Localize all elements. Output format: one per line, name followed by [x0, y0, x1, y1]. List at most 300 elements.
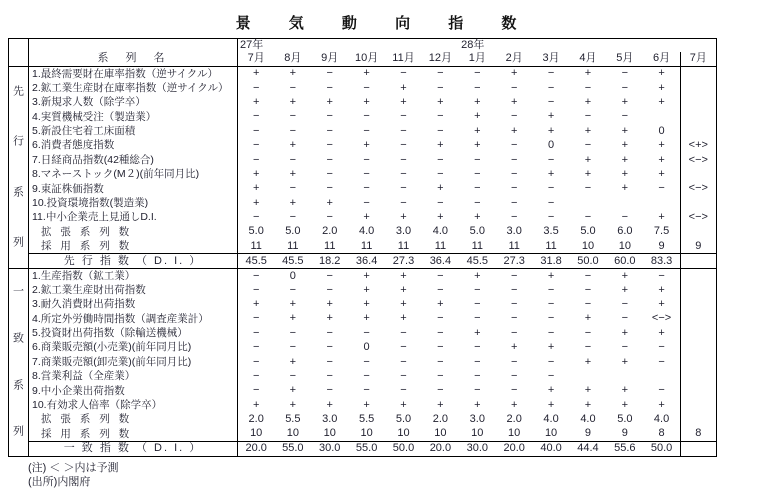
index-value-cell: 20.0 — [238, 441, 275, 456]
value-cell: − — [252, 269, 260, 282]
value-cell: − — [621, 81, 629, 94]
value-cell: 10 — [618, 239, 631, 252]
section-side-char: 先 — [13, 85, 24, 98]
index-value-cell: 27.3 — [496, 254, 533, 269]
value-cell: − — [252, 139, 260, 152]
series-name-cell: 7.日経商品指数(42種総合) — [29, 153, 238, 167]
series-name-cell: 拡 張 系 列 数 — [29, 412, 238, 426]
value-cell: − — [326, 110, 333, 123]
value-cell: + — [289, 139, 297, 152]
value-cell: − — [437, 67, 444, 80]
value-cell: − — [400, 341, 407, 354]
value-cell: − — [547, 153, 555, 166]
section-side-char: 致 — [13, 332, 24, 345]
forecast-cell: <+> — [688, 139, 708, 152]
value-cell: − — [363, 384, 370, 397]
value-cell: 11 — [287, 239, 299, 252]
section-side-char: 一 — [13, 285, 24, 298]
forecast-cell — [680, 369, 716, 383]
value-cell: − — [584, 211, 592, 224]
value-cell: 9 — [584, 427, 592, 440]
index-forecast-cell — [680, 254, 716, 269]
value-cell: − — [326, 326, 333, 339]
forecast-cell: <−> — [688, 153, 708, 166]
series-name-cell: 1.最終需要財在庫率指数（逆サイクル） — [29, 67, 238, 81]
value-cell: − — [437, 355, 444, 368]
value-cell: 2.0 — [506, 413, 522, 426]
forecast-cell — [680, 81, 716, 95]
value-cell: − — [510, 139, 518, 152]
value-cell: − — [400, 384, 407, 397]
value-cell: + — [643, 210, 680, 224]
series-row — [9, 153, 717, 167]
value-cell: + — [584, 167, 592, 180]
value-cell: + — [643, 167, 680, 181]
value-cell: 2.0 — [432, 413, 449, 426]
value-cell: − — [474, 196, 481, 209]
value-cell: + — [584, 95, 592, 108]
value-cell: + — [547, 269, 555, 282]
series-name-cell: 4.所定外労働時間指数（調査産業計） — [29, 312, 238, 326]
index-row-label: 一 致 指 数 （ D. I. ） — [29, 441, 238, 456]
value-cell — [643, 369, 680, 383]
forecast-cell: <−> — [688, 211, 708, 224]
value-cell: + — [643, 81, 680, 95]
index-value-cell: 45.5 — [459, 254, 496, 269]
value-cell: − — [437, 370, 444, 382]
value-cell: − — [621, 211, 629, 224]
index-value-cell: 36.4 — [422, 254, 459, 269]
value-cell: 10 — [397, 427, 410, 440]
value-cell: 11 — [508, 239, 520, 252]
value-cell: + — [474, 269, 481, 282]
forecast-cell — [680, 283, 716, 297]
index-value-cell: 31.8 — [533, 254, 570, 269]
value-cell: + — [621, 124, 629, 137]
value-cell: + — [363, 312, 370, 325]
value-cell: − — [326, 139, 333, 152]
value-cell: − — [326, 355, 333, 368]
series-row — [9, 312, 717, 326]
index-value-cell: 50.0 — [570, 254, 607, 269]
series-name-cell: 採 用 系 列 数 — [29, 427, 238, 441]
value-cell: 5.0 — [580, 225, 596, 238]
series-row — [9, 398, 717, 412]
value-cell: 5.0 — [617, 413, 633, 426]
value-cell: + — [400, 298, 407, 311]
value-cell: 10 — [250, 427, 263, 440]
series-row — [9, 269, 717, 283]
value-cell: + — [437, 182, 444, 195]
value-cell: + — [474, 124, 481, 137]
value-cell: + — [547, 384, 555, 397]
value-cell: + — [510, 67, 518, 80]
series-row — [9, 355, 717, 369]
value-cell: − — [289, 326, 297, 339]
value-cell: − — [643, 384, 680, 398]
value-cell: − — [363, 81, 370, 94]
value-cell: − — [326, 67, 333, 80]
series-name-cell: 拡 張 系 列 数 — [29, 225, 238, 239]
section-side-char: 系 — [13, 186, 24, 199]
value-cell: − — [289, 211, 297, 224]
value-cell: − — [326, 167, 333, 180]
value-cell: − — [510, 110, 518, 123]
value-cell: + — [400, 211, 407, 224]
year-28-label: 28年 — [461, 39, 485, 51]
value-cell: + — [400, 95, 407, 108]
note-line-forecast: (注) ＜ ＞内は予測 — [28, 461, 119, 474]
value-cell: + — [547, 110, 555, 123]
value-cell: − — [510, 283, 518, 296]
index-value-cell: 55.0 — [274, 441, 311, 456]
value-cell: 0 — [289, 269, 296, 282]
value-cell: + — [363, 283, 370, 296]
series-name-cell: 8.営業利益（全産業） — [29, 369, 238, 383]
index-value-cell: 20.0 — [496, 441, 533, 456]
section-side-char: 系 — [13, 379, 24, 392]
value-cell: + — [252, 298, 260, 311]
value-cell: − — [474, 81, 481, 94]
value-cell: + — [289, 384, 297, 397]
index-value-cell: 50.0 — [643, 441, 680, 456]
value-cell: 10 — [286, 427, 299, 440]
value-cell: + — [584, 355, 592, 368]
value-cell: 10 — [471, 427, 484, 440]
series-row — [9, 239, 717, 253]
value-cell: + — [643, 326, 680, 340]
value-cell: − — [474, 370, 481, 382]
value-cell: − — [621, 312, 629, 325]
series-name-cell: 6.消費者態度指数 — [29, 138, 238, 152]
section-label-header — [9, 39, 29, 67]
value-cell: + — [363, 211, 370, 224]
value-cell: − — [437, 269, 444, 282]
value-cell: − — [326, 283, 333, 296]
value-cell: + — [621, 326, 629, 339]
value-cell: − — [289, 153, 297, 166]
index-row-label: 先 行 指 数 （ D. I. ） — [29, 254, 238, 269]
value-cell: + — [252, 196, 260, 209]
note-line-source: (出所)内閣府 — [28, 475, 91, 488]
value-cell: + — [400, 269, 407, 282]
series-name-cell: 1.生産指数（鉱工業） — [29, 269, 238, 283]
value-cell: − — [326, 211, 333, 224]
series-row — [9, 67, 717, 81]
value-cell: + — [474, 110, 481, 123]
value-cell: − — [547, 81, 555, 94]
value-cell: + — [289, 167, 297, 180]
value-cell: − — [547, 196, 555, 209]
value-cell — [606, 369, 643, 383]
value-cell: − — [400, 167, 407, 180]
forecast-cell — [680, 312, 716, 326]
value-cell: 3.0 — [395, 225, 412, 238]
value-cell: + — [643, 67, 680, 81]
index-forecast-cell — [680, 441, 716, 456]
value-cell: + — [584, 124, 592, 137]
value-cell: + — [326, 298, 333, 311]
value-cell: + — [437, 298, 444, 311]
value-cell: + — [621, 139, 629, 152]
value-cell: 10 — [323, 427, 336, 440]
value-cell: + — [621, 283, 629, 296]
value-cell: 10 — [360, 427, 373, 440]
value-cell: − — [326, 81, 333, 94]
value-cell: − — [363, 326, 370, 339]
value-cell: − — [584, 110, 592, 123]
series-name-cell: 7.商業販売額(卸売業)(前年同月比) — [29, 355, 238, 369]
value-cell: − — [289, 182, 297, 195]
value-cell: + — [363, 67, 370, 80]
value-cell: + — [643, 398, 680, 412]
value-cell: 10 — [544, 427, 558, 440]
series-name-cell: 5.新設住宅着工床面積 — [29, 124, 238, 138]
value-cell: + — [510, 95, 518, 108]
value-cell: + — [510, 341, 518, 354]
value-cell: − — [252, 124, 260, 137]
value-cell: − — [363, 124, 370, 137]
value-cell: − — [584, 269, 592, 282]
value-cell: − — [437, 110, 444, 123]
value-cell: − — [437, 124, 444, 137]
forecast-cell — [680, 355, 716, 369]
value-cell: − — [252, 211, 260, 224]
series-row — [9, 326, 717, 340]
series-row — [9, 341, 717, 355]
value-cell: 0 — [643, 124, 680, 138]
series-row — [9, 225, 717, 239]
value-cell: + — [621, 95, 629, 108]
value-cell: − — [437, 196, 444, 209]
value-cell: − — [289, 124, 297, 137]
value-cell: − — [547, 182, 555, 195]
value-cell: 4.0 — [580, 413, 596, 426]
series-row — [9, 81, 717, 95]
forecast-cell — [680, 225, 716, 239]
forecast-cell — [680, 412, 716, 426]
section-side-char: 列 — [13, 236, 24, 249]
value-cell: 4.0 — [543, 413, 559, 426]
value-cell: + — [621, 153, 629, 166]
index-value-cell: 55.6 — [606, 441, 643, 456]
value-cell: − — [547, 370, 555, 382]
value-cell: − — [510, 312, 518, 325]
value-cell: + — [437, 211, 444, 224]
index-value-cell: 36.4 — [348, 254, 385, 269]
value-cell: − — [400, 370, 407, 382]
series-row — [9, 283, 717, 297]
value-cell: − — [474, 167, 481, 180]
month-header: 9月 — [311, 52, 348, 67]
index-value-cell: 27.3 — [385, 254, 422, 269]
value-cell: − — [252, 326, 260, 339]
value-cell: − — [363, 153, 370, 166]
value-cell: + — [547, 398, 555, 411]
forecast-month-header: 7月 — [680, 39, 716, 67]
value-cell: + — [621, 384, 629, 397]
value-cell: 5.5 — [285, 413, 301, 426]
section-side-char: 行 — [13, 135, 24, 148]
value-cell: − — [363, 182, 370, 195]
series-name-cell: 6.商業販売額(小売業)(前年同月比) — [29, 341, 238, 355]
value-cell: − — [400, 196, 407, 209]
value-cell: − — [584, 283, 592, 296]
value-cell: − — [326, 384, 333, 397]
value-cell: 5.0 — [285, 225, 301, 238]
value-cell: − — [643, 269, 680, 283]
value-cell: − — [326, 124, 333, 137]
value-cell: − — [363, 355, 370, 368]
value-cell: 9 — [643, 239, 680, 253]
month-header: 8月 — [274, 52, 311, 67]
value-cell: + — [289, 398, 297, 411]
index-value-cell: 45.5 — [238, 254, 275, 269]
series-name-cell: 4.実質機械受注（製造業） — [29, 110, 238, 124]
value-cell: + — [437, 398, 444, 411]
value-cell: − — [643, 182, 680, 196]
business-indicator-table — [8, 38, 717, 457]
index-value-cell: 44.4 — [570, 441, 607, 456]
value-cell: − — [252, 283, 260, 296]
value-cell: − — [363, 370, 370, 382]
value-cell: + — [621, 269, 629, 282]
value-cell: + — [474, 398, 481, 411]
value-cell: + — [621, 182, 629, 195]
value-cell: − — [547, 298, 555, 311]
value-cell: + — [289, 67, 297, 80]
series-row — [9, 182, 717, 196]
value-cell: − — [547, 95, 555, 108]
value-cell: 0 — [363, 341, 370, 354]
value-cell: + — [289, 355, 297, 368]
value-cell: − — [510, 167, 518, 180]
table-header — [9, 39, 717, 67]
value-cell: + — [643, 95, 680, 109]
index-value-cell: 45.5 — [274, 254, 311, 269]
value-cell: − — [621, 110, 629, 123]
index-value-cell: 18.2 — [311, 254, 348, 269]
value-cell — [643, 110, 680, 124]
month-header: 4月 — [570, 52, 607, 67]
value-cell: − — [289, 81, 297, 94]
value-cell: + — [547, 167, 555, 180]
value-cell: + — [326, 196, 333, 209]
month-header: 1月 — [459, 52, 496, 67]
value-cell: 8 — [643, 427, 680, 441]
series-row — [9, 167, 717, 181]
value-cell: + — [289, 95, 297, 108]
index-value-cell: 40.0 — [533, 441, 570, 456]
value-cell: − — [400, 110, 407, 123]
value-cell: − — [400, 153, 407, 166]
series-name-cell: 2.鉱工業生産財在庫率指数（逆サイクル） — [29, 81, 238, 95]
forecast-cell — [680, 269, 716, 283]
value-cell: 5.0 — [395, 413, 412, 426]
forecast-cell — [680, 95, 716, 109]
value-cell: + — [584, 384, 592, 397]
value-cell: − — [510, 81, 518, 94]
value-cell: − — [363, 110, 370, 123]
value-cell: + — [584, 67, 592, 80]
value-cell: − — [584, 139, 592, 152]
value-cell: − — [510, 355, 518, 368]
value-cell: 2.0 — [322, 225, 338, 238]
index-value-cell: 83.3 — [643, 254, 680, 269]
value-cell: 10 — [434, 427, 447, 440]
value-cell: − — [643, 355, 680, 369]
value-cell: + — [584, 312, 592, 325]
value-cell: − — [584, 326, 592, 339]
value-cell: − — [510, 153, 518, 166]
value-cell: + — [326, 95, 333, 108]
month-header: 5月 — [606, 52, 643, 67]
forecast-cell — [680, 341, 716, 355]
value-cell: + — [363, 298, 370, 311]
value-cell: + — [252, 67, 260, 80]
value-cell: 9 — [621, 427, 628, 440]
value-cell: − — [474, 341, 481, 354]
forecast-cell — [680, 297, 716, 311]
series-row — [9, 384, 717, 398]
value-cell: − — [252, 312, 260, 325]
forecast-cell — [680, 67, 716, 81]
value-cell: 11 — [397, 239, 410, 252]
value-cell: + — [400, 81, 407, 94]
month-header: 11月 — [385, 52, 422, 67]
value-cell: − — [621, 341, 629, 354]
section-side-char: 列 — [13, 425, 24, 438]
value-cell: + — [621, 167, 629, 180]
value-cell: − — [437, 341, 444, 354]
value-cell: + — [252, 167, 260, 180]
value-cell: + — [643, 283, 680, 297]
series-row — [9, 210, 717, 224]
value-cell: − — [437, 81, 444, 94]
series-name-cell: 10.投資環境指数(製造業) — [29, 196, 238, 210]
value-cell: + — [289, 196, 297, 209]
series-name-cell: 8.マネーストック(M２)(前年同月比) — [29, 167, 238, 181]
value-cell: − — [400, 326, 407, 339]
value-cell: − — [584, 341, 592, 354]
series-name-cell: 9.中小企業出荷指数 — [29, 384, 238, 398]
series-row — [9, 138, 717, 152]
value-cell: − — [547, 67, 555, 80]
value-cell: − — [289, 283, 297, 296]
value-cell: − — [437, 153, 444, 166]
month-header: 3月 — [533, 52, 570, 67]
index-value-cell: 30.0 — [311, 441, 348, 456]
value-cell: + — [400, 283, 407, 296]
value-cell: − — [621, 67, 629, 80]
value-cell: − — [437, 167, 444, 180]
month-header: 6月 — [643, 52, 680, 67]
value-cell: − — [326, 153, 333, 166]
value-cell: + — [363, 398, 370, 411]
section-side-label-leading — [9, 67, 29, 269]
series-name-cell: 11.中小企業売上見通しD.I. — [29, 210, 238, 224]
forecast-cell — [680, 196, 716, 210]
value-cell: − — [547, 211, 555, 224]
value-cell: − — [252, 153, 260, 166]
series-row — [9, 110, 717, 124]
series-row — [9, 412, 717, 426]
value-cell: − — [510, 370, 518, 382]
value-cell: − — [252, 355, 260, 368]
value-cell: − — [400, 124, 407, 137]
value-cell: 11 — [434, 239, 447, 252]
value-cell: − — [400, 355, 407, 368]
